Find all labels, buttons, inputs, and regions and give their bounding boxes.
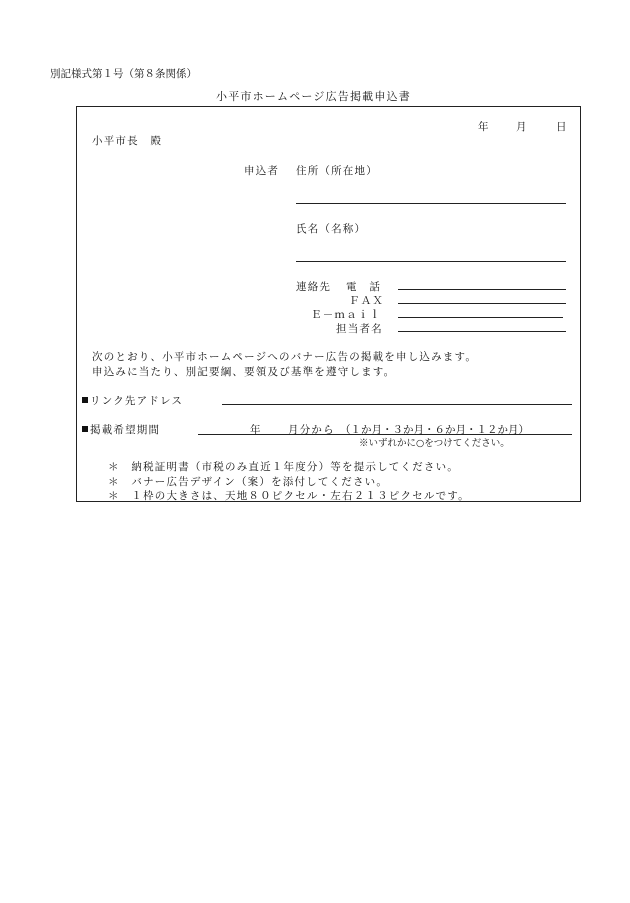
person-label: 担当者名 (336, 323, 383, 335)
statement-line-1: 次のとおり、小平市ホームページへのバナー広告の掲載を申し込みます。 (92, 351, 478, 363)
note-item-3: ＊ １枠の大きさは、天地８０ピクセル・左右２１３ピクセルです。 (108, 490, 470, 502)
address-label: 住所（所在地） (296, 165, 378, 177)
square-bullet-icon (82, 397, 88, 403)
form-number: 別記様式第１号（第８条関係） (50, 68, 197, 80)
fax-input-line[interactable] (398, 303, 566, 304)
email-label: Ｅ－ｍａｉｌ (311, 309, 382, 321)
date-month-label: 月 (516, 121, 527, 133)
contact-label: 連絡先 (296, 281, 332, 293)
note-item-2: ＊ バナー広告デザイン（案）を添付してください。 (108, 476, 389, 488)
fax-label: ＦＡＸ (349, 295, 385, 307)
link-address-label: リンク先アドレス (82, 393, 183, 408)
period-options[interactable]: （１か月・３か月・６か月・１２か月） (340, 424, 529, 436)
form-title: 小平市ホームページ広告掲載申込書 (216, 90, 411, 103)
link-address-input-line[interactable] (222, 404, 572, 405)
name-input-line[interactable] (296, 261, 566, 262)
email-input-line[interactable] (398, 317, 563, 318)
address-input-line[interactable] (296, 203, 566, 204)
period-note: ※いずれかに○をつけてください。 (359, 438, 510, 449)
addressee: 小平市長 殿 (92, 135, 163, 147)
applicant-label: 申込者 (244, 165, 280, 177)
statement-line-2: 申込みに当たり、別記要綱、要領及び基準を遵守します。 (92, 366, 396, 378)
name-label: 氏名（名称） (296, 223, 367, 235)
period-label: 掲載希望期間 (82, 422, 160, 437)
period-month-from-label: 月分から (288, 424, 335, 436)
note-item-1: ＊ 納税証明書（市税のみ直近１年度分）等を提示してください。 (108, 461, 459, 473)
person-input-line[interactable] (398, 331, 566, 332)
phone-label: 電 話 (346, 281, 382, 293)
date-day-label: 日 (556, 121, 567, 133)
square-bullet-icon (82, 426, 88, 432)
period-year-label: 年 (250, 424, 261, 436)
date-year-label: 年 (478, 121, 489, 133)
phone-input-line[interactable] (398, 289, 566, 290)
